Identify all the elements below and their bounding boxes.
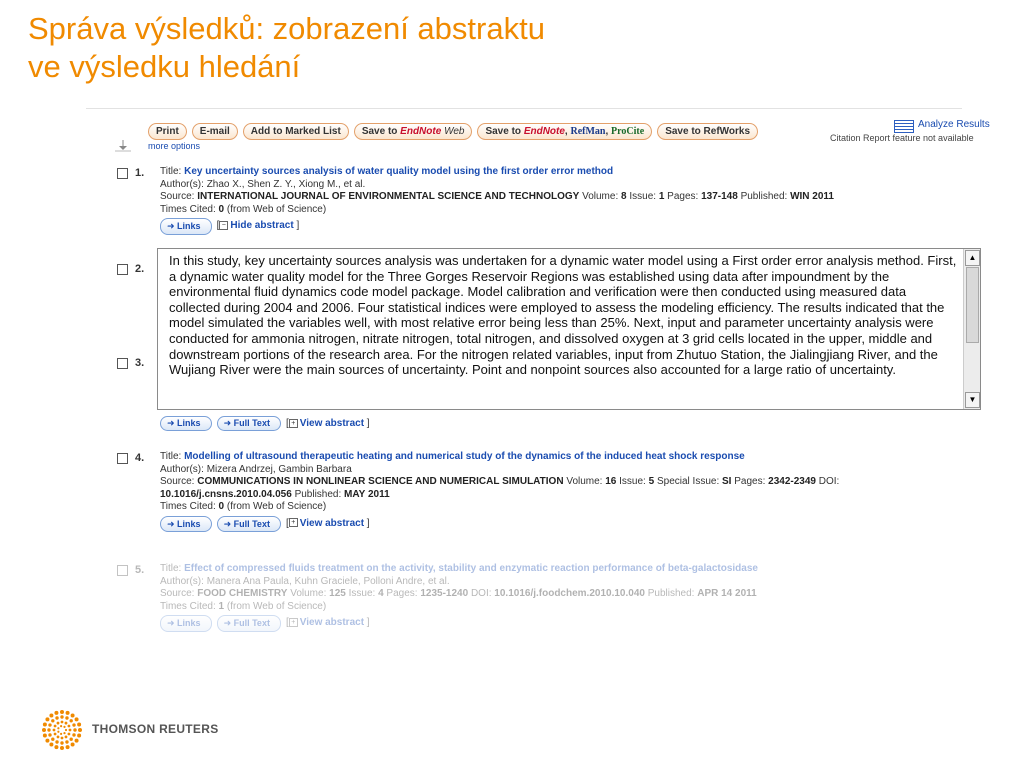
record-times-cited: 1 [218,600,225,612]
links-label: Links [177,221,201,231]
record-source: INTERNATIONAL JOURNAL OF ENVIRONMENTAL SCIENCE AND TECHNOLOGY [197,191,580,202]
source-label: Source: [160,476,195,487]
record-times-cited: 0 [218,501,225,512]
published-label: Published: [740,191,788,202]
more-options-link[interactable]: more options [148,141,201,151]
record-times-cited: 0 [218,203,225,215]
full-text-button[interactable]: ➜ Full Text [217,416,281,431]
print-button[interactable]: Print [148,123,187,140]
volume-label: Volume: [582,191,619,202]
save-to-refworks-button[interactable]: Save to RefWorks [657,123,758,140]
full-text-label: Full Text [233,618,270,628]
full-text-label: Full Text [233,418,270,428]
citation-report-note: Citation Report feature not available [830,133,974,143]
web-label: Web [444,125,465,137]
record-volume: 125 [329,588,346,599]
record-checkbox[interactable] [117,168,128,179]
record-authors: Mizera Andrzej, Gambin Barbara [206,463,352,475]
email-button[interactable]: E-mail [192,123,238,140]
record-special-issue: SI [722,476,732,487]
procite-logo: ProCite [611,125,645,137]
record-number: 5. [135,564,145,576]
links-label: Links [177,618,201,628]
volume-label: Volume: [290,588,327,599]
record-4 [160,451,940,532]
view-abstract-toggle[interactable]: [ + View abstract ] [285,517,370,529]
analyze-results-icon[interactable] [894,120,914,133]
analyze-results-link[interactable]: Analyze Results [918,119,990,130]
doi-label: DOI: [470,588,492,599]
record-1 [160,166,940,235]
record-number: 3. [135,357,145,369]
from-wos-note: (from Web of Science) [226,600,327,612]
abstract-text: In this study, key uncertainty sources analysis was undertaken for a dynamic water model using a First order error analysis method. First, a dynamic water quality model for the Three Gorges Reservoir Regions was established using data after impoundment by the environmental fluid dynamics code model package. Model calibration and verification were then conducted using measured data collected during 2004 and 2006. Four statistical indices were employed to assess the modeling efficiency. The results indicated that the model simulated the variables well, with most relative error being less than 25%. Next, input and parameter uncertainty analysis were conducted for ammonia nitrogen, nitrate nitrogen, total nitrogen, and dissolved oxygen at 3 grid cells located in the upper, middle and downstream portions of the research area. For the nitrogen related variables, input from Zhutuo Station, the Jialingjiang River, and the Wujiang River were the main sources of uncertainty. Point and nonpoint sources also accounted for a large ratio of uncertainty. [169,253,957,378]
record-published: MAY 2011 [344,488,390,500]
pages-label: Pages: [734,476,766,487]
abstract-scrollbar[interactable] [963,249,980,409]
record-checkbox[interactable] [117,358,128,369]
scroll-up-icon[interactable]: ▲ [965,250,980,266]
published-label: Published: [294,488,342,500]
published-label: Published: [647,588,695,599]
doi-label: DOI: [818,476,840,487]
hide-abstract-link[interactable]: Hide abstract [230,220,294,231]
issue-label: Issue: [629,191,657,202]
record-5 [160,563,940,632]
links-button[interactable]: ➜ Links [160,615,212,632]
record-source: FOOD CHEMISTRY [197,588,288,599]
from-wos-note: (from Web of Science) [226,501,327,512]
save-to-label: Save to [485,125,522,137]
record-published: APR 14 2011 [697,588,757,599]
add-to-marked-list-button[interactable]: Add to Marked List [243,123,349,140]
record-number: 2. [135,263,145,275]
expand-icon: + [289,618,298,627]
slide-title-line2: ve výsledku hledání [28,49,301,84]
times-cited-label: Times Cited: [160,203,216,215]
pages-label: Pages: [667,191,699,202]
expand-icon: + [289,419,298,428]
record-authors: Zhao X., Shen Z. Y., Xiong M., et al. [206,178,366,190]
view-abstract-link[interactable]: View abstract [299,617,365,628]
record-doi: 10.1016/j.cnsns.2010.04.056 [160,488,292,500]
view-abstract-toggle[interactable]: [ + View abstract ] [285,418,370,429]
brand-name: THOMSON REUTERS [92,722,219,736]
more-options-arrow-icon [115,140,131,152]
record-source: COMMUNICATIONS IN NONLINEAR SCIENCE AND NUMERICAL SIMULATION [197,476,564,487]
times-cited-label: Times Cited: [160,600,216,612]
authors-label: Author(s): [160,463,204,475]
view-abstract-toggle[interactable]: [ + View abstract ] [285,617,370,628]
refman-logo: RefMan [570,125,606,137]
source-label: Source: [160,588,195,599]
scroll-down-icon[interactable]: ▼ [965,392,980,408]
save-to-endnote-web-button[interactable] [354,123,473,140]
links-button[interactable]: ➜ Links [160,516,212,533]
endnote-logo: EndNote [523,125,565,137]
record-doi: 10.1016/j.foodchem.2010.10.040 [494,588,645,599]
issue-label: Issue: [619,476,646,487]
full-text-button[interactable]: ➜ Full Text [217,615,281,632]
record-checkbox[interactable] [117,453,128,464]
record-title-link[interactable]: Key uncertainty sources analysis of water quality model using the first order error method [184,166,614,177]
view-abstract-link[interactable]: View abstract [299,517,365,529]
full-text-label: Full Text [233,518,270,529]
record-issue: 1 [658,191,665,202]
record-title-link[interactable]: Modelling of ultrasound therapeutic heating and numerical study of the dynamics of the induced heat shock response [184,451,745,462]
special-issue-label: Special Issue: [656,476,720,487]
from-wos-note: (from Web of Science) [226,203,327,215]
full-text-button[interactable]: ➜ Full Text [217,516,281,533]
endnote-logo: EndNote [400,125,442,137]
thomson-reuters-logo-icon [42,710,82,750]
issue-label: Issue: [348,588,376,599]
record-3-actions [160,416,370,431]
record-number: 1. [135,167,145,179]
authors-label: Author(s): [160,178,204,190]
source-label: Source: [160,191,195,202]
links-button[interactable]: ➜ Links [160,416,212,431]
save-to-endnote-refman-procite-button[interactable]: Save to EndNote, RefMan, ProCite [477,123,652,140]
record-volume: 8 [621,191,627,202]
pages-label: Pages: [386,588,418,599]
record-title-link[interactable]: Effect of compressed fluids treatment on the activity, stability and enzymatic reaction performance of beta-galactosidase [184,563,758,574]
title-label: Title: [160,166,182,177]
links-label: Links [177,518,201,529]
collapse-icon: − [219,221,228,230]
volume-label: Volume: [566,476,603,487]
slide-title [28,10,545,86]
record-checkbox[interactable] [117,264,128,275]
authors-label: Author(s): [160,575,204,587]
record-issue: 4 [378,588,384,599]
times-cited-label: Times Cited: [160,501,216,512]
links-button[interactable]: ➜ Links [160,218,212,235]
record-checkbox[interactable] [117,565,128,576]
slide-title-line1: Správa výsledků: zobrazení abstraktu [28,11,545,46]
record-volume: 16 [605,476,617,487]
output-toolbar [148,122,758,140]
title-label: Title: [160,451,182,462]
record-number: 4. [135,452,145,464]
scroll-thumb[interactable] [966,267,979,343]
record-pages: 2342-2349 [768,476,816,487]
title-label: Title: [160,563,182,574]
record-published: WIN 2011 [790,191,834,202]
links-label: Links [177,418,201,428]
hide-abstract-toggle[interactable]: [ − Hide abstract ] [216,220,300,231]
divider [86,108,962,109]
record-authors: Manera Ana Paula, Kuhn Graciele, Polloni Andre, et al. [206,575,450,587]
record-pages: 137-148 [701,191,738,202]
view-abstract-link[interactable]: View abstract [299,418,365,429]
record-issue: 5 [648,476,655,487]
expand-icon: + [289,518,298,527]
record-pages: 1235-1240 [420,588,469,599]
save-to-label: Save to [361,125,398,137]
abstract-panel[interactable] [157,248,981,410]
